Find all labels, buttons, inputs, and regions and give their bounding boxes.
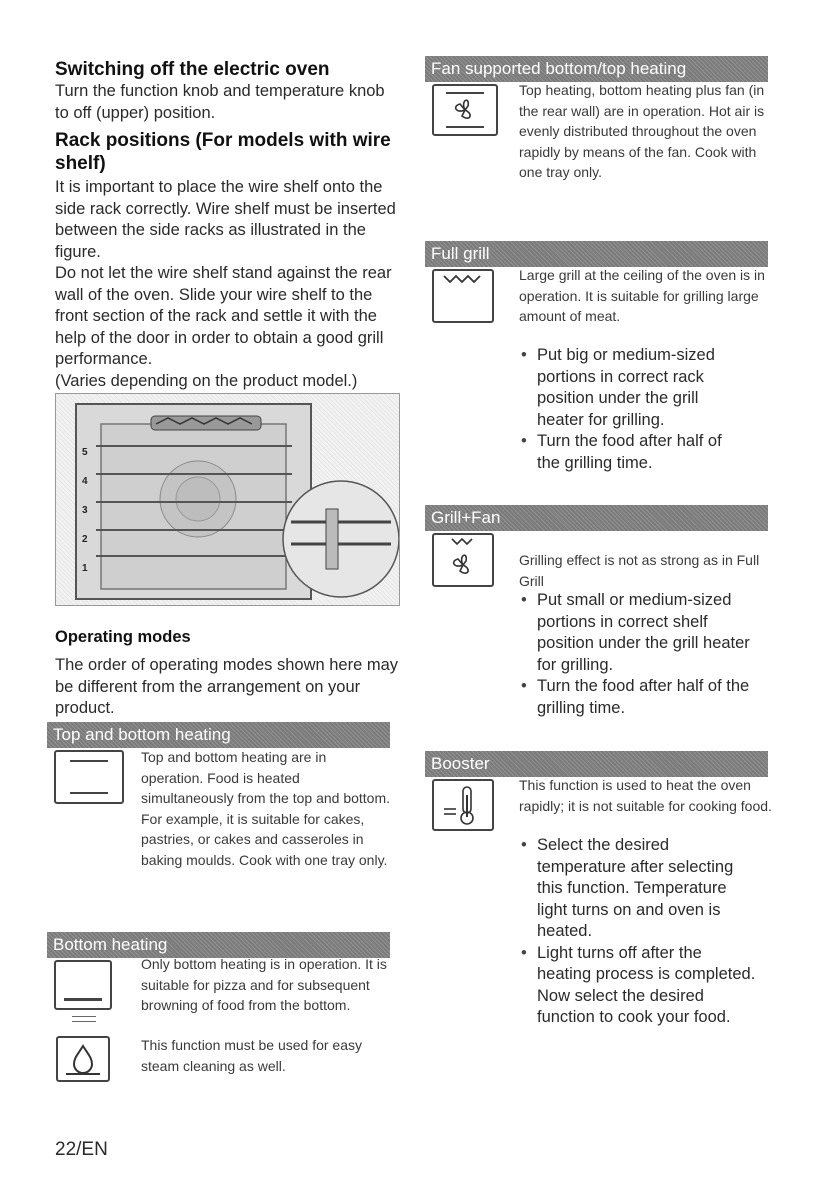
top-bottom-heating-icon: [54, 750, 124, 804]
switching-off-text: Turn the function knob and temperature knob to off (upper) position.: [55, 82, 385, 122]
list-item: • Light turns off after the heating process is completed. Now select the desired function to cook your food.: [519, 943, 759, 1029]
booster-text: This function is used to heat the oven rapidly; it is not suitable for cooking food.: [519, 777, 772, 814]
operating-modes-text: The order of operating modes shown here may be different from the arrangement on your product.: [55, 656, 399, 717]
bottom-heating-icon: [54, 960, 112, 1010]
top-bottom-heating-bar: Top and bottom heating: [47, 722, 390, 748]
booster-bar: Booster: [425, 751, 768, 777]
bottom-heating-text: Only bottom heating is in operation. It is suitable for pizza and for subsequent browning of food from the bottom.: [141, 956, 387, 1013]
grill-element-icon: [434, 271, 492, 321]
operating-modes-heading: Operating modes: [55, 628, 191, 646]
rack-positions-heading: Rack positions (For models with wire shelf): [55, 130, 391, 174]
list-item: • Select the desired temperature after selecting this function. Temperature light turns on and oven is heated.: [519, 835, 759, 943]
list-item: • Turn the food after half of the grilling time.: [519, 431, 749, 474]
full-grill-bar: Full grill: [425, 241, 768, 267]
rack-level-1: 1: [82, 563, 88, 574]
fan-icon: [434, 86, 496, 134]
grill-fan-tips: [519, 590, 754, 719]
list-item: • Put big or medium-sized portions in correct rack position under the grill heater for grilling.: [519, 345, 749, 431]
fan-supported-heating-text: Top heating, bottom heating plus fan (in the rear wall) are in operation. Hot air is evenly distributed throughout the oven rapidly by means of the fan. Cook with one tray only.: [519, 82, 765, 180]
steam-cleaning-text: This function must be used for easy steam cleaning as well.: [141, 1037, 362, 1074]
page-number: 22/EN: [55, 1139, 108, 1160]
rack-level-3: 3: [82, 505, 88, 516]
rack-level-4: 4: [82, 476, 88, 487]
full-grill-text: Large grill at the ceiling of the oven is in operation. It is suitable for grilling large amount of meat.: [519, 267, 765, 324]
rack-level-5: 5: [82, 447, 88, 458]
switching-off-heading: Switching off the electric oven: [55, 59, 330, 80]
water-drop-icon: [58, 1038, 108, 1080]
oven-rack-illustration: [56, 394, 399, 605]
top-bottom-heating-text: Top and bottom heating are in operation. Food is heated simultaneously from the top and bottom. For example, it is suitable for cakes, pastries, or cakes and casseroles in baking moulds. Cook with one tray only.: [141, 749, 391, 868]
full-grill-icon: [432, 269, 494, 323]
rack-positions-note: (Varies depending on the product model.): [55, 372, 358, 390]
grill-fan-text: Grilling effect is not as strong as in Full Grill: [519, 552, 760, 589]
rack-level-2: 2: [82, 534, 88, 545]
grill-fan-icon: [432, 533, 494, 587]
booster-icon: [432, 779, 494, 831]
list-item: • Turn the food after half of the grilling time.: [519, 676, 754, 719]
rack-positions-text-2: Do not let the wire shelf stand against the rear wall of the oven. Slide your wire shelf to the front section of the rack and settle it with the help of the door in order to obtain a good grill performance.: [55, 264, 392, 368]
thermometer-icon: [434, 781, 492, 829]
list-item: • Put small or medium-sized portions in correct shelf position under the grill heater for grilling.: [519, 590, 754, 676]
rack-positions-text: It is important to place the wire shelf onto the side rack correctly. Wire shelf must be inserted between the side racks as illustrated in the figure.: [55, 178, 396, 261]
booster-tips: [519, 835, 759, 1029]
oven-rack-figure: [55, 393, 400, 606]
grill-fan-bar: Grill+Fan: [425, 505, 768, 531]
fan-supported-heating-bar: Fan supported bottom/top heating: [425, 56, 768, 82]
fan-supported-heating-icon: [432, 84, 498, 136]
steam-cleaning-icon: [56, 1036, 110, 1082]
divider-line: [72, 1016, 96, 1017]
full-grill-tips: [519, 345, 749, 474]
bottom-heating-bar: Bottom heating: [47, 932, 390, 958]
grill-and-fan-icon: [434, 535, 492, 585]
divider-line: [72, 1021, 96, 1022]
